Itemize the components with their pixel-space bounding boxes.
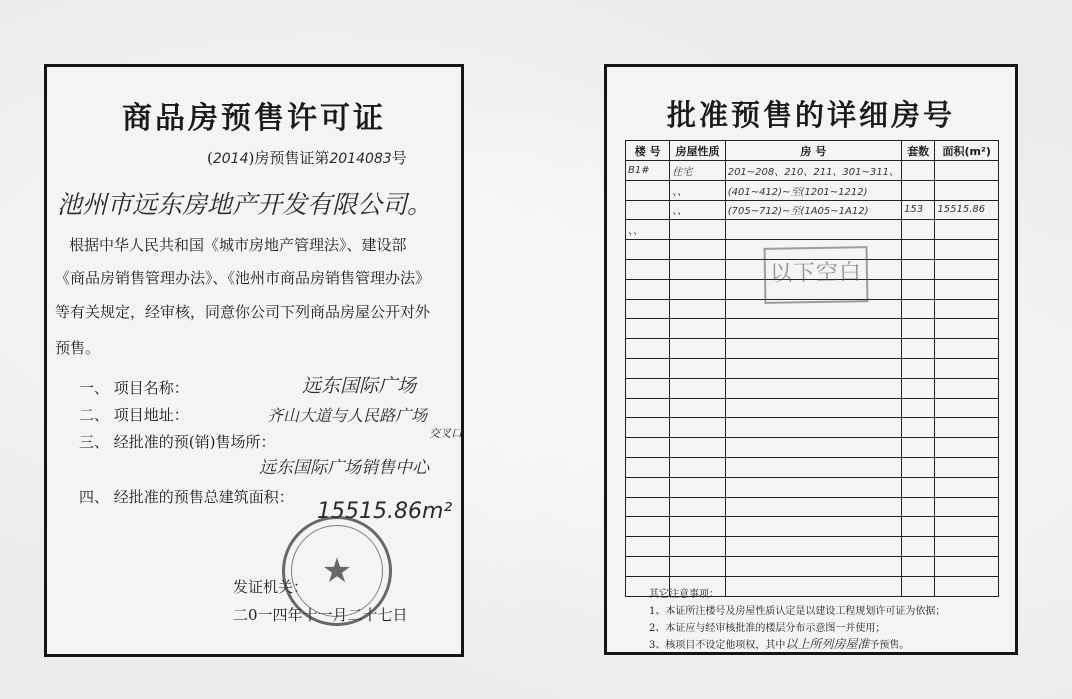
cert-prefix: ( [207, 149, 213, 167]
table-cell [670, 517, 725, 537]
table-cell [670, 497, 725, 517]
table-cell [626, 358, 670, 378]
table-cell [901, 537, 934, 557]
table-row [626, 537, 999, 557]
table-cell: 153 [901, 200, 934, 220]
item-1-label: 一、 项目名称： [79, 379, 189, 397]
table-cell [901, 457, 934, 477]
table-cell: 201~208、210、211、301~311、 [725, 161, 901, 181]
table-row [626, 556, 999, 576]
table-cell [725, 220, 901, 240]
table-row [626, 398, 999, 418]
table-cell [670, 556, 725, 576]
table-cell: 住宅 [670, 161, 725, 181]
table-cell [725, 537, 901, 557]
issue-date: 二0一四年十一月二十七日 [233, 606, 408, 624]
issuing-authority: 发证机关： [233, 578, 309, 596]
table-cell [626, 180, 670, 200]
table-cell [670, 398, 725, 418]
table-cell [901, 358, 934, 378]
item-2-value-b: 交叉口 [429, 427, 462, 440]
note-3 [649, 635, 909, 652]
table-row [626, 319, 999, 339]
table-cell [626, 319, 670, 339]
table-cell: 15515.86 [935, 200, 999, 220]
table-cell [901, 477, 934, 497]
table-cell [935, 279, 999, 299]
table-cell [626, 259, 670, 279]
header-count: 套数 [901, 141, 934, 161]
table-cell [670, 378, 725, 398]
item-4-label: 四、 经批准的预售总建筑面积： [79, 488, 294, 506]
table-cell [935, 497, 999, 517]
table-header-row [626, 141, 999, 161]
table-row [626, 161, 999, 181]
table-cell [935, 319, 999, 339]
table-cell [725, 418, 901, 438]
table-cell [901, 220, 934, 240]
table-row [626, 517, 999, 537]
table-cell [670, 477, 725, 497]
table-cell [670, 319, 725, 339]
table-cell: 、、 [670, 200, 725, 220]
table-cell [901, 180, 934, 200]
table-row [626, 477, 999, 497]
header-building: 楼 号 [626, 141, 670, 161]
note-3-pre: 3、核项目不设定他项权，其中 [649, 640, 786, 651]
table-cell [901, 517, 934, 537]
table-cell [725, 556, 901, 576]
table-cell [626, 438, 670, 458]
table-cell [935, 556, 999, 576]
permit-title: 商品房预售许可证 [122, 101, 386, 136]
note-1: 1、本证所注楼号及房屋性质认定是以建设工程规划许可证为依据； [649, 606, 946, 617]
table-cell [935, 517, 999, 537]
note-2: 2、本证应与经审核批准的楼层分布示意图一并使用； [649, 623, 886, 634]
official-seal [282, 516, 392, 626]
table-cell [901, 299, 934, 319]
table-row [626, 418, 999, 438]
table-row [626, 220, 999, 240]
notes-title: 其它注意事项： [649, 589, 719, 600]
table-cell [901, 279, 934, 299]
star-icon: ★ [321, 551, 353, 591]
room-detail-title: 批准预售的详细房号 [666, 98, 955, 132]
table-cell [935, 259, 999, 279]
certificate-number-line [207, 147, 407, 168]
table-cell [626, 457, 670, 477]
table-cell [725, 438, 901, 458]
item-2-label: 二、 项目地址： [79, 406, 189, 424]
item-3-label: 三、 经批准的预(销)售场所： [79, 433, 276, 451]
table-cell [935, 378, 999, 398]
table-cell [901, 161, 934, 181]
table-row [626, 497, 999, 517]
table-cell [670, 299, 725, 319]
table-cell [935, 358, 999, 378]
company-name: 池州市远东房地产开发有限公司。 [57, 190, 433, 219]
table-cell [670, 279, 725, 299]
table-cell [725, 319, 901, 339]
cert-mid: )房预售证第 [248, 149, 330, 167]
table-cell: (705~712)~至(1A05~1A12) [725, 200, 901, 220]
table-cell [901, 378, 934, 398]
body-line-2: 《商品房销售管理办法》、《池州市商品房销售管理办法》 [55, 269, 431, 287]
table-cell [725, 398, 901, 418]
table-cell [626, 339, 670, 359]
table-cell [670, 457, 725, 477]
table-cell [935, 576, 999, 596]
table-row [626, 438, 999, 458]
note-3-post: 予预售。 [869, 640, 910, 651]
table-cell [626, 240, 670, 260]
table-cell [725, 339, 901, 359]
table-cell [626, 477, 670, 497]
table-cell [670, 220, 725, 240]
table-cell [725, 358, 901, 378]
item-1-value: 远东国际广场 [302, 375, 417, 397]
table-cell [626, 398, 670, 418]
room-detail-panel [604, 64, 1018, 655]
table-cell [935, 418, 999, 438]
table-cell: 、、 [626, 220, 670, 240]
body-line-3: 等有关规定，经审核，同意你公司下列商品房屋公开对外 [55, 303, 431, 321]
table-cell [935, 339, 999, 359]
table-cell [626, 378, 670, 398]
table-cell [901, 319, 934, 339]
header-room: 房 号 [725, 141, 901, 161]
table-cell [670, 418, 725, 438]
table-cell [626, 517, 670, 537]
blank-below-stamp: 以下空白 [764, 246, 869, 304]
body-line-1: 根据中华人民共和国《城市房地产管理法》、建设部 [69, 236, 407, 254]
item-2-value: 齐山大道与人民路广场 [267, 406, 428, 425]
table-cell [935, 240, 999, 260]
table-cell [901, 497, 934, 517]
table-cell: B1# [626, 161, 670, 181]
cert-suffix: 号 [391, 149, 407, 167]
presale-permit-panel [44, 64, 464, 657]
item-3-value: 远东国际广场销售中心 [259, 458, 429, 478]
header-type: 房屋性质 [670, 141, 725, 161]
table-row [626, 378, 999, 398]
table-cell [935, 477, 999, 497]
table-cell [935, 220, 999, 240]
table-cell [935, 299, 999, 319]
table-cell [901, 438, 934, 458]
table-cell [670, 240, 725, 260]
note-3-handwriting: 以上所列房屋准 [785, 637, 870, 651]
table-cell [901, 339, 934, 359]
table-cell: 、、 [670, 180, 725, 200]
table-cell [670, 259, 725, 279]
table-cell [626, 418, 670, 438]
table-cell [626, 299, 670, 319]
table-cell [935, 438, 999, 458]
table-cell [901, 240, 934, 260]
table-cell [626, 497, 670, 517]
table-row [626, 339, 999, 359]
table-cell [725, 477, 901, 497]
table-cell [935, 161, 999, 181]
table-cell [935, 537, 999, 557]
table-cell [901, 418, 934, 438]
table-cell [670, 339, 725, 359]
table-cell [901, 556, 934, 576]
table-row [626, 180, 999, 200]
table-cell [626, 556, 670, 576]
table-cell [901, 576, 934, 596]
body-line-4: 预售。 [55, 339, 101, 357]
table-cell: (401~412)~至(1201~1212) [725, 180, 901, 200]
table-cell [935, 180, 999, 200]
header-area: 面积(m²) [935, 141, 999, 161]
table-cell [901, 259, 934, 279]
item-4-value: 15515.86m² [317, 499, 453, 524]
table-cell [725, 517, 901, 537]
table-cell [670, 537, 725, 557]
table-row [626, 358, 999, 378]
table-cell [670, 438, 725, 458]
table-row [626, 200, 999, 220]
table-cell [935, 398, 999, 418]
table-cell [725, 576, 901, 596]
table-cell [626, 200, 670, 220]
table-cell [670, 358, 725, 378]
table-cell [626, 279, 670, 299]
table-cell [725, 378, 901, 398]
cert-number: 2014083 [329, 151, 392, 167]
cert-year: 2014 [212, 151, 249, 167]
table-row [626, 457, 999, 477]
table-cell [901, 398, 934, 418]
table-cell [725, 497, 901, 517]
table-cell [725, 457, 901, 477]
table-cell [626, 537, 670, 557]
table-cell [935, 457, 999, 477]
room-table [625, 140, 999, 597]
